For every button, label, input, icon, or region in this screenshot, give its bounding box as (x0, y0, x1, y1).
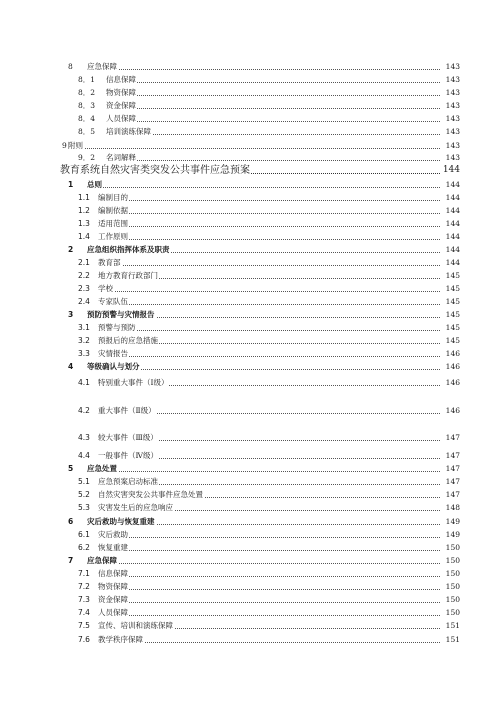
toc-page-number: 146 (445, 378, 460, 387)
toc-page-number: 149 (445, 517, 460, 526)
toc-entry-title: 特别重大事件（Ⅰ级） (98, 378, 169, 387)
toc-entry-number: 6 (68, 517, 74, 526)
toc-entry-number: 7.4 (78, 608, 90, 617)
toc-page-number: 143 (445, 141, 460, 150)
toc-entry[interactable] (0, 178, 500, 191)
toc-entry[interactable] (0, 282, 500, 295)
toc-entry-number: 1.2 (78, 206, 90, 215)
toc-entry[interactable] (0, 541, 500, 554)
toc-entry-title: 灾害发生后的应急响应 (98, 503, 173, 512)
toc-entry-title: 编制依据 (98, 206, 128, 215)
toc-entry-number: 7.5 (78, 621, 90, 630)
toc-page-number: 144 (445, 193, 460, 202)
toc-leader-dots (98, 204, 440, 214)
toc-entry-number: 7.3 (78, 595, 90, 604)
toc-leader-dots (106, 125, 440, 135)
toc-leader-dots (98, 347, 440, 357)
toc-page-number: 145 (445, 297, 460, 306)
toc-entry-title: 较大事件（Ⅲ级） (98, 433, 158, 442)
toc-page-number: 145 (445, 284, 460, 293)
toc-page-number: 145 (445, 336, 460, 345)
toc-page-number: 146 (445, 406, 460, 415)
toc-page-number: 143 (445, 127, 460, 136)
toc-entry-number: 6.2 (78, 543, 90, 552)
toc-page-number: 143 (445, 62, 460, 71)
toc-leader-dots (98, 606, 440, 616)
toc-entry-number: 4.1 (78, 378, 90, 387)
toc-leader-dots (106, 73, 440, 83)
toc-entry[interactable] (0, 554, 500, 567)
toc-entry-title: 预警与预防 (98, 323, 136, 332)
toc-entry[interactable] (0, 204, 500, 217)
toc-entry-number: 7.1 (78, 569, 90, 578)
toc-page-number: 144 (445, 245, 460, 254)
toc-entry-number: 8．4 (78, 114, 96, 123)
toc-entry-number: 8．3 (78, 101, 96, 110)
toc-entry-number: 3.3 (78, 349, 90, 358)
toc-page-number: 147 (445, 433, 460, 442)
toc-entry-title: 自然灾害突发公共事件应急处置 (98, 490, 203, 499)
toc-leader-dots (98, 321, 440, 331)
toc-leader-dots (98, 541, 440, 551)
toc-entry[interactable] (0, 125, 500, 138)
toc-entry-title: 附则 (68, 141, 83, 150)
toc-entry-title: 一般事件（Ⅳ级） (98, 451, 158, 460)
toc-entry-number: 3 (68, 310, 74, 319)
toc-leader-dots (106, 86, 440, 96)
toc-entry-number: 2.2 (78, 271, 90, 280)
toc-page-number: 151 (445, 621, 460, 630)
toc-entry[interactable] (0, 217, 500, 230)
toc-leader-dots (98, 191, 440, 201)
toc-entry[interactable] (0, 334, 500, 347)
toc-entry-title: 教育部 (98, 258, 121, 267)
toc-page-number: 150 (445, 556, 460, 565)
toc-page-number: 145 (445, 271, 460, 280)
toc-entry-title: 应急保障 (87, 62, 117, 71)
toc-page-number: 145 (445, 323, 460, 332)
toc-page-number: 143 (445, 153, 460, 162)
toc-page-number: 147 (445, 490, 460, 499)
toc-page-number: 150 (445, 608, 460, 617)
toc-page-number: 149 (445, 530, 460, 539)
toc-leader-dots (98, 567, 440, 577)
toc-entry-number: 8 (68, 62, 73, 71)
toc-entry-number: 1 (68, 180, 74, 189)
toc-entry[interactable] (0, 295, 500, 308)
toc-entry-title: 预防预警与灾情报告 (87, 310, 155, 319)
toc-entry-title: 教学秩序保障 (98, 635, 143, 644)
toc-entry[interactable] (0, 431, 500, 444)
toc-leader-dots (98, 593, 440, 603)
toc-entry-number: 9 (62, 141, 67, 150)
toc-page-number: 147 (445, 464, 460, 473)
toc-entry-title: 等级确认与划分 (87, 362, 140, 371)
toc-entry[interactable] (0, 308, 500, 321)
toc-entry[interactable] (0, 99, 500, 112)
toc-leader-dots (106, 99, 440, 109)
toc-entry-title: 物资保障 (98, 582, 128, 591)
toc-entry[interactable] (0, 73, 500, 86)
toc-entry[interactable] (0, 269, 500, 282)
toc-entry[interactable] (0, 191, 500, 204)
toc-entry[interactable] (0, 376, 500, 389)
toc-page-number: 148 (445, 503, 460, 512)
toc-entry-title: 地方教育行政部门 (98, 271, 158, 280)
toc-entry[interactable] (0, 404, 500, 417)
toc-entry[interactable] (0, 360, 500, 373)
toc-entry[interactable] (0, 347, 500, 360)
toc-entry-number: 8．2 (78, 88, 96, 97)
toc-entry[interactable] (0, 633, 500, 646)
toc-entry[interactable] (0, 164, 500, 177)
toc-page-number: 151 (445, 635, 460, 644)
toc-entry[interactable] (0, 593, 500, 606)
toc-entry[interactable] (0, 488, 500, 501)
toc-entry-title: 应急保障 (87, 556, 117, 565)
toc-entry[interactable] (0, 515, 500, 528)
toc-entry-number: 7 (68, 556, 74, 565)
toc-entry-number: 8．1 (78, 75, 96, 84)
toc-page-number: 147 (445, 451, 460, 460)
toc-entry-number: 1.1 (78, 193, 90, 202)
toc-entry-number: 2.3 (78, 284, 90, 293)
toc-leader-dots (87, 554, 440, 564)
toc-entry-title: 物资保障 (106, 88, 136, 97)
toc-page-number: 143 (445, 101, 460, 110)
toc-page-number: 144 (445, 219, 460, 228)
toc-entry-number: 7.2 (78, 582, 90, 591)
toc-page-number: 150 (445, 569, 460, 578)
toc-entry-number: 5 (68, 464, 74, 473)
toc-entry[interactable] (0, 112, 500, 125)
toc-entry-number: 3.2 (78, 336, 90, 345)
toc-entry[interactable] (0, 256, 500, 269)
toc-entry-number: 7.6 (78, 635, 90, 644)
toc-entry-number: 2.1 (78, 258, 90, 267)
toc-entry-title: 应急处置 (87, 464, 117, 473)
toc-entry-title: 灾后救助 (98, 530, 128, 539)
toc-page-number: 144 (445, 232, 460, 241)
toc-entry-title: 恢复重建 (98, 543, 128, 552)
toc-page-number: 143 (445, 114, 460, 123)
toc-entry[interactable] (0, 230, 500, 243)
toc-leader-dots (98, 230, 440, 240)
toc-entry-number: 5.1 (78, 477, 90, 486)
toc-entry-title: 工作原则 (98, 232, 128, 241)
toc-entry[interactable] (0, 86, 500, 99)
document-title: 教育系统自然灾害类突发公共事件应急预案 (60, 165, 250, 176)
toc-entry-title: 编制目的 (98, 193, 128, 202)
toc-entry-number: 2 (68, 245, 74, 254)
toc-entry-number: 4 (68, 362, 74, 371)
toc-entry-number: 4.2 (78, 406, 90, 415)
toc-page-number: 150 (445, 595, 460, 604)
toc-page-number: 150 (445, 582, 460, 591)
toc-page-number: 146 (445, 362, 460, 371)
toc-leader-dots (106, 112, 440, 122)
toc-page-number: 143 (445, 88, 460, 97)
toc-leader-dots (98, 295, 440, 305)
toc-leader-dots (98, 256, 440, 266)
toc-leader-dots (87, 60, 440, 70)
toc-entry-title: 信息保障 (106, 75, 136, 84)
toc-entry-number: 2.4 (78, 297, 90, 306)
toc-entry-title: 信息保障 (98, 569, 128, 578)
toc-entry-title: 重大事件（Ⅱ级） (98, 406, 156, 415)
toc-entry[interactable] (0, 243, 500, 256)
toc-entry-title: 培训演练保障 (106, 127, 151, 136)
toc-leader-dots (98, 580, 440, 590)
toc-entry-number: 5.3 (78, 503, 90, 512)
toc-entry[interactable] (0, 501, 500, 514)
toc-leader-dots (98, 282, 440, 292)
toc-entry-title: 灾情报告 (98, 349, 128, 358)
toc-page-number: 146 (445, 349, 460, 358)
toc-page-number: 143 (445, 75, 460, 84)
toc-page-number: 144 (442, 165, 460, 175)
toc-entry[interactable] (0, 528, 500, 541)
toc-entry[interactable] (0, 475, 500, 488)
toc-entry[interactable] (0, 462, 500, 475)
toc-entry-title: 人员保障 (98, 608, 128, 617)
toc-entry-title: 应急组织指挥体系及职责 (87, 245, 170, 254)
toc-leader-dots (98, 217, 440, 227)
toc-entry-number: 6.1 (78, 530, 90, 539)
toc-entry[interactable] (0, 449, 500, 462)
toc-entry-title: 宣传、培训和演练保障 (98, 621, 173, 630)
toc-entry-number: 1.4 (78, 232, 90, 241)
toc-entry[interactable] (0, 151, 500, 164)
toc-entry-number: 4.4 (78, 451, 90, 460)
toc-entry-number: 5.2 (78, 490, 90, 499)
toc-page-number: 145 (445, 310, 460, 319)
toc-entry[interactable] (0, 580, 500, 593)
toc-entry-number: 4.3 (78, 433, 90, 442)
toc-entry-title: 总则 (87, 180, 102, 189)
toc-entry-title: 适用范围 (98, 219, 128, 228)
toc-page-number: 147 (445, 477, 460, 486)
toc-entry-number: 3.1 (78, 323, 90, 332)
toc-entry-title: 学校 (98, 284, 113, 293)
toc-leader-dots (68, 139, 440, 149)
toc-entry-title: 名词解释 (106, 153, 136, 162)
toc-entry[interactable] (0, 321, 500, 334)
toc-entry[interactable] (0, 60, 500, 73)
toc-entry-title: 应急预案启动标准 (98, 477, 158, 486)
toc-page-number: 144 (445, 258, 460, 267)
toc-leader-dots (87, 178, 440, 188)
toc-page-number: 144 (445, 206, 460, 215)
toc-leader-dots (106, 151, 440, 161)
toc-entry-title: 灾后救助与恢复重建 (87, 517, 155, 526)
toc-entry[interactable] (0, 619, 500, 632)
toc-entry-number: 1.3 (78, 219, 90, 228)
toc-entry-title: 资金保障 (98, 595, 128, 604)
toc-entry[interactable] (0, 567, 500, 580)
toc-leader-dots (98, 528, 440, 538)
toc-entry-number: 9．2 (78, 153, 96, 162)
toc-page-number: 150 (445, 543, 460, 552)
toc-entry-title: 人员保障 (106, 114, 136, 123)
toc-page-number: 144 (445, 180, 460, 189)
toc-leader-dots (98, 633, 440, 643)
toc-entry-title: 专家队伍 (98, 297, 128, 306)
toc-entry-title: 预报后的应急措施 (98, 336, 158, 345)
toc-entry-title: 资金保障 (106, 101, 136, 110)
toc-leader-dots (87, 462, 440, 472)
toc-entry-number: 8．5 (78, 127, 96, 136)
toc-entry[interactable] (0, 606, 500, 619)
